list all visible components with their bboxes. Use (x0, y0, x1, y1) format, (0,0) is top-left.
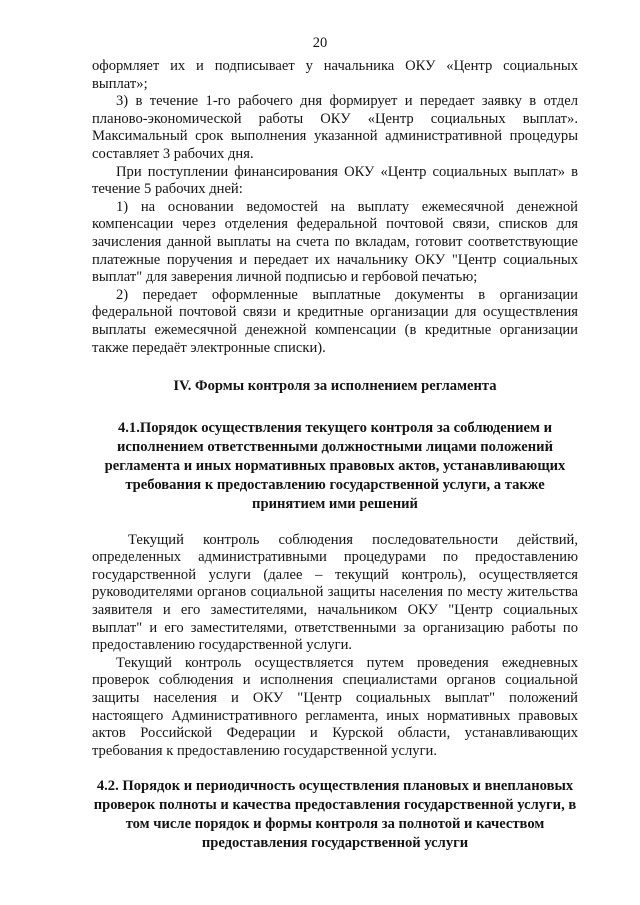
paragraph: Текущий контроль соблюдения последовательности действий, определенных административными процедурами по предоставлению государственной услуги (далее – текущий контроль), осуществляется руководителями органов социальной защиты населения по месту жительства заявителя и его заместителями, начальником ОКУ "Центр социальных выплат" и его заместителями, ответственными за организацию работы по предоставлению государственной услуги. (92, 531, 578, 654)
paragraph: 1) на основании ведомостей на выплату ежемесячной денежной компенсации через отделения федеральной почтовой связи, списков для зачисления данной выплаты на счета по вкладам, готовит соответствующие платежные поручения и передает их начальнику ОКУ "Центр социальных выплат" для заверения личной подписью и гербовой печатью; (92, 198, 578, 286)
paragraph: 3) в течение 1-го рабочего дня формирует и передает заявку в отдел планово-экономической работы ОКУ «Центр социальных выплат». Максимальный срок выполнения указанной административной процедуры составляет 3 рабочих дня. (92, 93, 578, 162)
subsection-heading: 4.1.Порядок осуществления текущего контроля за соблюдением и исполнением ответственными должностными лицами положений регламента и иных нормативных правовых актов, устанавливающих требования к предоставлению государственной услуги, а также принятием ими решений (104, 419, 566, 512)
paragraph: При поступлении финансирования ОКУ «Центр социальных выплат» в течение 5 рабочих дней: (92, 163, 578, 198)
document-body (92, 58, 578, 871)
subsection-heading: 4.2. Порядок и периодичность осуществления плановых и внеплановых проверок полноты и качества предоставления государственной услуги, в том числе порядок и формы контроля за полнотой и качеством предоставления государственной услуги (93, 778, 577, 852)
paragraph: 2) передает оформленные выплатные документы в организации федеральной почтовой связи и кредитные организации для осуществления выплаты ежемесячной денежной компенсации (в кредитные организации также передаёт электронные списки). (92, 286, 578, 356)
paragraph: оформляет их и подписывает у начальника ОКУ «Центр социальных выплат»; (92, 58, 578, 92)
section-heading: IV. Формы контроля за исполнением регламента (173, 378, 497, 395)
spacer (92, 760, 578, 777)
page-number: 20 (312, 35, 328, 51)
paragraph: Текущий контроль осуществляется путем проведения ежедневных проверок соблюдения и исполнения специалистами органов социальной защиты населения и ОКУ "Центр социальных выплат" положений настоящего Административного регламента, иных нормативных правовых актов Российской Федерации и Курской области, устанавливающих требования к предоставлению государственной услуги. (92, 654, 578, 759)
